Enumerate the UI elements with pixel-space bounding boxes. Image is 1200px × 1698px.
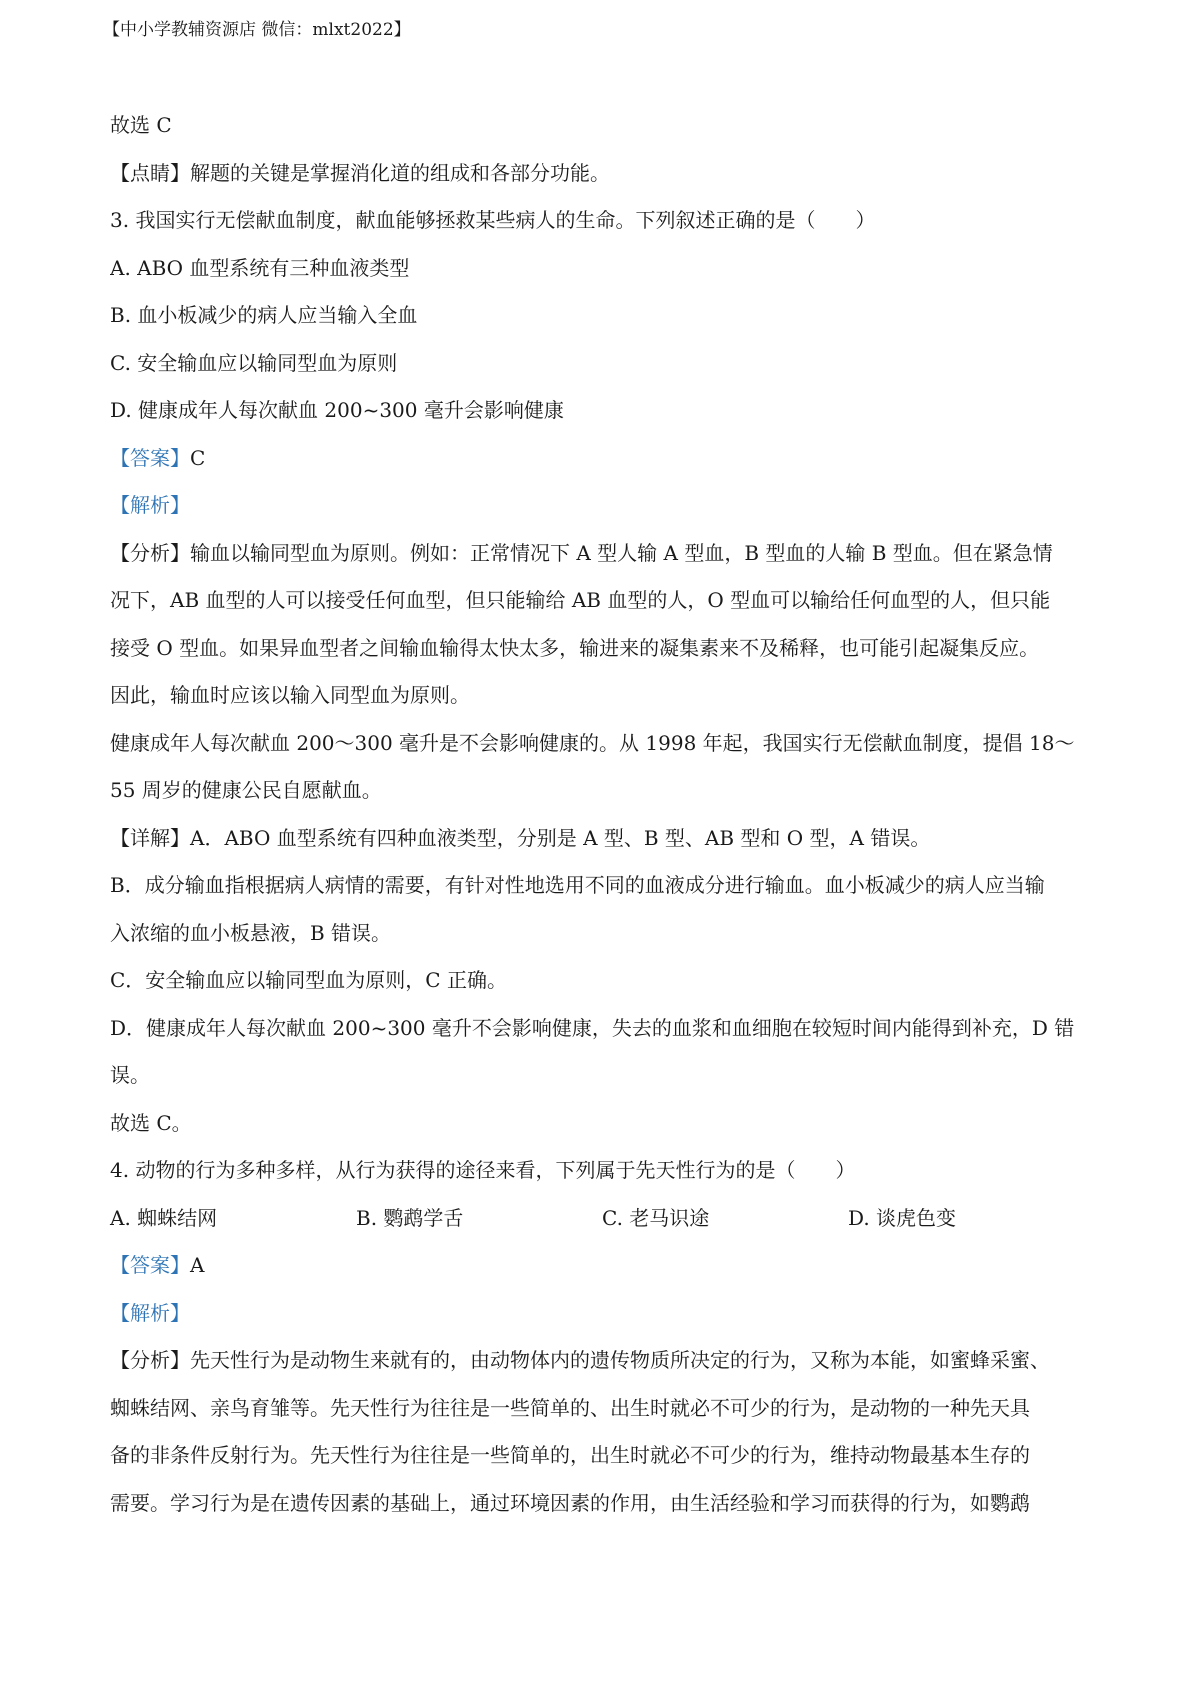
q4-analysis-line: 备的非条件反射行为。先天性行为往往是一些简单的，出生时就必不可少的行为，维持动物最基本生存的 bbox=[110, 1443, 1030, 1467]
answer-value: C bbox=[190, 445, 206, 470]
question-4: 4. 动物的行为多种多样，从行为获得的途径来看，下列属于先天性行为的是（ ） bbox=[110, 1158, 856, 1182]
page-header: 【中小学教辅资源店 微信：mlxt2022】 bbox=[103, 20, 411, 40]
q3-detail-line: 误。 bbox=[110, 1063, 150, 1087]
q3-detail-line: B．成分输血指根据病人病情的需要，有针对性地选用不同的血液成分进行输血。血小板减少的病人应当输 bbox=[110, 873, 1045, 897]
q3-detail-line: C．安全输血应以输同型血为原则，C 正确。 bbox=[110, 968, 507, 992]
q3-analysis-label: 【解析】 bbox=[110, 493, 190, 517]
conclusion-q2: 故选 C bbox=[110, 113, 172, 137]
q3-analysis-line: 接受 O 型血。如果异血型者之间输血输得太快太多，输进来的凝集素来不及稀释，也可能引起凝集反应。 bbox=[110, 635, 1040, 660]
q4-option-d: D. 谈虎色变 bbox=[848, 1205, 957, 1230]
q3-analysis-line: 55 周岁的健康公民自愿献血。 bbox=[110, 778, 382, 802]
document-body bbox=[110, 102, 1100, 1527]
q4-analysis-line: 【分析】先天性行为是动物生来就有的，由动物体内的遗传物质所决定的行为，又称为本能，如蜜蜂采蜜、 bbox=[110, 1348, 1050, 1372]
q4-option-c: C. 老马识途 bbox=[602, 1205, 710, 1230]
q3-option-a: A. ABO 血型系统有三种血液类型 bbox=[110, 255, 410, 280]
answer-label: 【答案】 bbox=[110, 1253, 190, 1277]
q3-detail-line: 【详解】A．ABO 血型系统有四种血液类型，分别是 A 型、B 型、AB 型和 O 型，A 错误。 bbox=[110, 825, 931, 850]
q3-option-c: C. 安全输血应以输同型血为原则 bbox=[110, 350, 398, 375]
q3-detail-line: D．健康成年人每次献血 200~300 毫升不会影响健康，失去的血浆和血细胞在较短时间内能得到补充，D 错 bbox=[110, 1015, 1075, 1040]
q3-analysis-line: 健康成年人每次献血 200～300 毫升是不会影响健康的。从 1998 年起，我国实行无偿献血制度，提倡 18～ bbox=[110, 730, 1075, 755]
q4-options bbox=[110, 1195, 1100, 1243]
q4-analysis-line: 蜘蛛结网、亲鸟育雏等。先天性行为往往是一些简单的、出生时就必不可少的行为，是动物的一种先天具 bbox=[110, 1395, 1030, 1420]
q4-option-b: B. 鹦鹉学舌 bbox=[356, 1205, 464, 1230]
answer-value: A bbox=[190, 1253, 205, 1277]
q3-option-d: D. 健康成年人每次献血 200~300 毫升会影响健康 bbox=[110, 398, 564, 422]
q3-analysis-line: 因此，输血时应该以输入同型血为原则。 bbox=[110, 683, 470, 707]
question-3: 3. 我国实行无偿献血制度，献血能够拯救某些病人的生命。下列叙述正确的是（ ） bbox=[110, 208, 876, 232]
q3-analysis-line: 【分析】输血以输同型血为原则。例如：正常情况下 A 型人输 A 型血，B 型血的人输 B 型血。但在紧急情 bbox=[110, 540, 1053, 565]
q4-analysis-line: 需要。学习行为是在遗传因素的基础上，通过环境因素的作用，由生活经验和学习而获得的行为，如鹦鹉 bbox=[110, 1490, 1030, 1515]
q3-detail-line: 入浓缩的血小板悬液，B 错误。 bbox=[110, 920, 392, 945]
tip-q2: 【点睛】解题的关键是掌握消化道的组成和各部分功能。 bbox=[110, 160, 610, 185]
q3-conclusion: 故选 C。 bbox=[110, 1110, 192, 1135]
q4-answer bbox=[110, 1242, 1100, 1290]
q4-analysis-label: 【解析】 bbox=[110, 1300, 190, 1325]
q3-option-b: B. 血小板减少的病人应当输入全血 bbox=[110, 303, 418, 327]
answer-label: 【答案】 bbox=[110, 445, 190, 470]
q4-option-a: A. 蜘蛛结网 bbox=[110, 1205, 218, 1230]
q3-analysis-line: 况下，AB 血型的人可以接受任何血型，但只能输给 AB 血型的人，O 型血可以输给任何血型的人，但只能 bbox=[110, 588, 1051, 612]
q3-answer bbox=[110, 435, 1100, 483]
